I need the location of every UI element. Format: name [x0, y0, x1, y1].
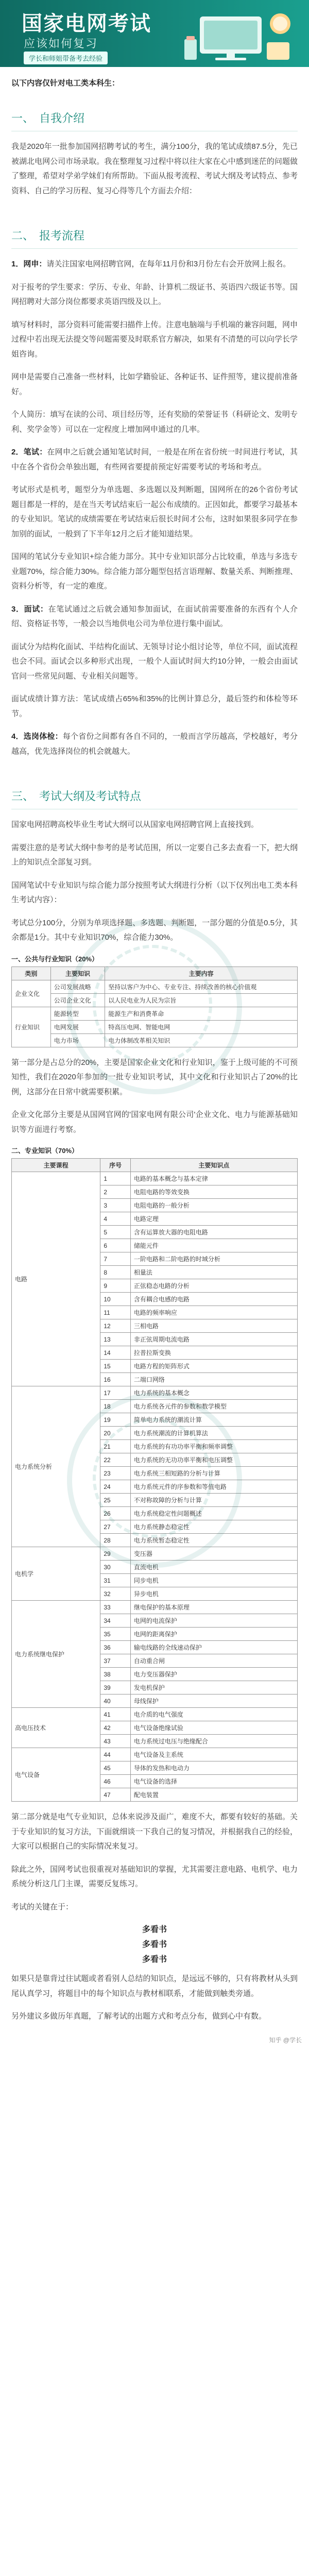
paragraph	[11, 730, 298, 759]
table-cell: 41	[100, 1708, 131, 1721]
table-row	[12, 1172, 298, 1185]
table-cell: 电路方程的矩阵形式	[130, 1360, 297, 1373]
table-header-cell: 序号	[100, 1159, 131, 1172]
table-row	[12, 1601, 298, 1614]
table-cell: 电气设备及主系统	[130, 1748, 297, 1761]
section-title-text: 自我介绍	[39, 112, 85, 125]
footer-watermark: 知乎 @学长	[269, 2036, 302, 2044]
paragraph-text: 每个省份之间都有各自不同的，一般而言学历越高，学校越好，考分越高，优先选择岗位的机会就越大。	[11, 732, 298, 756]
paragraph: 需要注意的是考试大纲中参考的是考试范围，所以一定要自己多去查看一下，把大纲上的知识点全部复习到。	[11, 843, 298, 867]
paragraph: 面试分为结构化面试、半结构化面试、无领导讨论小组讨论等，单位不同，面试流程也会不同。面试会以多种形式出现，一般个人面试时间大约10分钟，一般会由面试官问一些常见问题、专业相关问题等。	[11, 642, 298, 681]
table-cell: 电网发展	[50, 1020, 105, 1033]
table-header-cell: 类别	[12, 967, 51, 980]
paragraph	[11, 257, 298, 272]
section-process	[0, 210, 309, 770]
section-number: 二、	[11, 229, 35, 242]
table-cell: 电介质的电气强度	[130, 1708, 297, 1721]
table-header-cell: 主要内容	[105, 967, 298, 980]
table-caption: 一、公共与行业知识（20%）	[11, 955, 99, 963]
table-cell: 4	[100, 1212, 131, 1226]
table-row	[12, 980, 298, 993]
table-header-cell: 主要课程	[12, 1159, 100, 1172]
paragraph-text: 请关注国家电网招聘官网，在每年11月份和3月份左右会开放网上报名。	[46, 260, 291, 268]
table-cell: 12	[100, 1319, 131, 1333]
table-cell: 1	[100, 1172, 131, 1185]
professional-knowledge-table	[11, 1158, 298, 1802]
table-cell: 23	[100, 1467, 131, 1480]
table-cell: 25	[100, 1494, 131, 1507]
table-cell: 38	[100, 1668, 131, 1681]
paragraph: 如果只是靠背过往试题或者看别人总结的知识点，是远远不够的，只有将教材从头到尾认真学习，将题目中的每个知识点与教材相联系，才能做到触类旁通。	[11, 1974, 298, 1998]
table-cell: 电阻电路的一般分析	[130, 1199, 297, 1212]
table-cell: 电力系统各元件的参数和数学模型	[130, 1400, 297, 1413]
table-cell: 导体的发热和电动力	[130, 1761, 297, 1775]
table-cell: 35	[100, 1628, 131, 1641]
paragraph-text: 在网申之后就会通知笔试时间，一般是在所在省份统一时间进行考试，其中在各个省份会单独出题，有些网省要提前预定好需要考试的考场和考点。	[11, 448, 298, 471]
table-cell: 简单电力系统的潮流计算	[130, 1413, 297, 1427]
table-cell: 22	[100, 1453, 131, 1467]
public-knowledge-table	[11, 967, 298, 1047]
table-cell: 电力系统的基本概念	[130, 1386, 297, 1400]
table-cell: 以人民电业为人民为宗旨	[105, 993, 298, 1007]
table-cell-category: 企业文化	[12, 980, 51, 1007]
table-cell: 电路的基本概念与基本定律	[130, 1172, 297, 1185]
table-cell: 电网的距离保护	[130, 1628, 297, 1641]
paragraph: 网申是需要自己准备一些材料，比如学籍验证、各种证书、证件照等，建议提前准备好。	[11, 372, 298, 396]
paragraph	[11, 602, 298, 632]
table-cell: 异步电机	[130, 1587, 297, 1601]
table-cell: 直流电机	[130, 1561, 297, 1574]
table-cell: 20	[100, 1427, 131, 1440]
paragraph	[11, 445, 298, 474]
table-cell: 拉普拉斯变换	[130, 1346, 297, 1360]
table-cell: 17	[100, 1386, 131, 1400]
table-cell: 电力体制改革相关知识	[105, 1033, 298, 1047]
paragraph: 第一部分是占总分的20%，主要是国家企业文化和行业知识，鉴于上级可能的不可预知性，我们在2020年参加的一批专业知识考试，其中文化和行业知识占了20%的比例，这部分在日常中就需要积累。	[11, 1058, 298, 1096]
table-cell: 31	[100, 1574, 131, 1587]
table-cell: 电阻电路的等效变换	[130, 1185, 297, 1199]
section-syllabus	[0, 770, 309, 2036]
paragraph: 面试成绩计算方法：笔试成绩占65%和35%的比例计算总分，最后签约和体检等环节。	[11, 694, 298, 718]
table-cell: 43	[100, 1735, 131, 1748]
table-cell: 45	[100, 1761, 131, 1775]
paragraph: 填写材料时，部分资料可能需要扫描件上传。注意电脑端与手机端的兼容问题，网申过程中若出现无法提交等问题需要及时联系官方解决，如果有不清楚的可以向学长学姐咨询。	[11, 320, 298, 359]
table-cell: 40	[100, 1694, 131, 1708]
table-cell: 46	[100, 1775, 131, 1788]
paragraph: 个人简历：填写在读的公司、项目经历等，还有奖励的荣誉证书（科研论文、发明专利、奖学金等）可以在一定程度上增加网申通过的几率。	[11, 410, 298, 434]
paragraph-text: 在笔试通过之后就会通知参加面试，在面试前需要准备的东西有个人介绍、资格证书等，一般会以当地供电公司为单位进行集中面试。	[11, 604, 298, 628]
paragraph: 国家电网招聘高校毕业生考试大纲可以从国家电网招聘官网上直接找到。	[11, 820, 259, 829]
table-cell: 公司企业文化	[50, 993, 105, 1007]
table-cell: 5	[100, 1226, 131, 1239]
table-cell: 21	[100, 1440, 131, 1453]
step-label: 1．网申：	[11, 260, 47, 268]
table-cell-category: 电力系统分析	[12, 1386, 100, 1547]
table-cell: 电力市场	[50, 1033, 105, 1047]
step-label: 3．面试：	[11, 604, 48, 614]
table-cell: 二端口网络	[130, 1373, 297, 1386]
table-cell: 34	[100, 1614, 131, 1628]
table-cell-category: 电气设备	[12, 1748, 100, 1802]
table-cell: 能源转型	[50, 1007, 105, 1020]
table-cell: 36	[100, 1641, 131, 1654]
section-title-text: 报考流程	[39, 229, 85, 242]
banner-subtitle: 应该如何复习	[24, 38, 98, 50]
paragraph: 第二部分就是电气专业知识，总体来说涉及面广，难度不大，都要有较好的基础。关于专业知识的复习方法，下面就细谈一下我自己的复习情况，并根据我自己的经验，大家可以根据自己的实际情况来复习。	[11, 1812, 298, 1851]
motto-line: 多看书	[142, 1940, 167, 1949]
table-cell: 电路的频率响应	[130, 1306, 297, 1319]
table-wrapper	[11, 967, 298, 1047]
table-cell: 28	[100, 1534, 131, 1547]
paragraph: 考试总分100分，分别为单项选择题、多选题、判断题，一部分题的分值是0.5分，其余都是1分。其中专业知识70%，综合能力30%。	[11, 918, 298, 942]
paragraph: 另外建议多做历年真题，了解考试的出题方式和考点分布，做到心中有数。	[11, 2012, 267, 2021]
section-intro	[0, 92, 309, 210]
table-cell: 47	[100, 1788, 131, 1802]
step-label: 4．选岗体检：	[11, 732, 63, 741]
table-cell: 电力系统潮流的计算机算法	[130, 1427, 297, 1440]
table-cell: 10	[100, 1293, 131, 1306]
table-cell: 不对称故障的分析与计算	[130, 1494, 297, 1507]
table-cell: 16	[100, 1373, 131, 1386]
table-cell: 三相电路	[130, 1319, 297, 1333]
table-caption: 二、专业知识（70%）	[11, 1147, 79, 1155]
table-cell: 电力变压器保护	[130, 1668, 297, 1681]
table-header-cell: 主要知识点	[130, 1159, 297, 1172]
table-row	[12, 1386, 298, 1400]
table-cell: 电气设备绝缘试验	[130, 1721, 297, 1735]
table-header-row	[12, 967, 298, 980]
paragraph: 考试形式是机考，题型分为单选题、多选题以及判断题，国网所在的26个省份考试题目都是一样的，是在当天考试结束后一起公布成绩的。正因如此，都要学习最基本的专业知识。笔试的成绩需要在考试结束后很长时间才公布，这时如果很多同学在参加别的面试，一般到了下半年12月之后才能知道结果。	[11, 485, 298, 538]
table-row	[12, 1748, 298, 1761]
table-cell: 8	[100, 1266, 131, 1279]
table-cell: 电力系统暂态稳定性	[130, 1534, 297, 1547]
table-cell: 7	[100, 1252, 131, 1266]
table-cell: 配电装置	[130, 1788, 297, 1802]
table-row	[12, 993, 298, 1007]
paragraph: 我是2020年一批参加国网招聘考试的考生，满分100分，我的笔试成绩87.5分，先已被湖北电网公司市场录取。我在整理复习过程中将以往大家在心中感到迷茫的问题做了整理，希望对学弟学妹们有所帮助。下面从报考流程、考试大纲及考试特点、参考资料、自己的学习历程、复习心得等几个方面去介绍：	[11, 142, 298, 195]
table-cell: 电力系统过电压与绝缘配合	[130, 1735, 297, 1748]
table-cell: 9	[100, 1279, 131, 1293]
table-row	[12, 1007, 298, 1020]
table-row	[12, 1020, 298, 1033]
table-cell: 正弦稳态电路的分析	[130, 1279, 297, 1293]
table-cell: 自动重合闸	[130, 1654, 297, 1668]
table-cell-category: 电路	[12, 1172, 100, 1386]
table-cell: 44	[100, 1748, 131, 1761]
section-number: 一、	[11, 112, 35, 125]
section-title-text: 考试大纲及考试特点	[39, 790, 142, 803]
table-cell: 电力系统三相短路的分析与计算	[130, 1467, 297, 1480]
table-cell: 电网的电流保护	[130, 1614, 297, 1628]
table-cell: 含有运算放大器的电阻电路	[130, 1226, 297, 1239]
table-cell: 输电线路的全线速动保护	[130, 1641, 297, 1654]
divider	[11, 248, 298, 249]
section-number: 三、	[11, 790, 35, 803]
table-cell: 18	[100, 1400, 131, 1413]
motto-line: 多看书	[142, 1955, 167, 1964]
step-label: 2．笔试：	[11, 448, 47, 456]
table-cell: 电力系统的无功功率平衡和电压调整	[130, 1453, 297, 1467]
table-row	[12, 1547, 298, 1561]
table-cell: 19	[100, 1413, 131, 1427]
table-cell: 33	[100, 1601, 131, 1614]
table-header-row	[12, 1159, 298, 1172]
table-cell: 含有耦合电感的电路	[130, 1293, 297, 1306]
table-cell: 14	[100, 1346, 131, 1360]
table-cell-category: 行业知识	[12, 1007, 51, 1047]
table-cell: 相量法	[130, 1266, 297, 1279]
table-cell: 15	[100, 1360, 131, 1373]
lead-text: 以下内容仅针对电工类本科生：	[11, 79, 120, 88]
table-cell: 发电机保护	[130, 1681, 297, 1694]
table-cell: 42	[100, 1721, 131, 1735]
table-cell: 电力系统的有功功率平衡和频率调整	[130, 1440, 297, 1453]
table-cell: 同步电机	[130, 1574, 297, 1587]
table-cell: 29	[100, 1547, 131, 1561]
table-cell: 电力系统稳定性问题概述	[130, 1507, 297, 1520]
paragraph: 除此之外，国网考试也很重视对基础知识的掌握，尤其需要注意电路、电机学、电力系统分析这几门主课，需要反复练习。	[11, 1865, 298, 1888]
table-cell: 6	[100, 1239, 131, 1252]
table-cell: 继电保护的基本原理	[130, 1601, 297, 1614]
header-banner	[0, 0, 309, 67]
table-cell: 电路定理	[130, 1212, 297, 1226]
table-cell: 一阶电路和二阶电路的时域分析	[130, 1252, 297, 1266]
table-cell: 30	[100, 1561, 131, 1574]
section-title	[11, 227, 298, 243]
table-cell: 2	[100, 1185, 131, 1199]
table-cell: 24	[100, 1480, 131, 1494]
table-cell: 特高压电网、智能电网	[105, 1020, 298, 1033]
table-cell: 公司发展战略	[50, 980, 105, 993]
table-cell: 变压器	[130, 1547, 297, 1561]
table-cell: 37	[100, 1654, 131, 1668]
table-cell: 非正弦周期电流电路	[130, 1333, 297, 1346]
table-cell: 39	[100, 1681, 131, 1694]
table-row	[12, 1033, 298, 1047]
table-cell: 26	[100, 1507, 131, 1520]
paragraph: 企业文化部分主要是从国网官网的'国家电网有限公司'企业文化、电力与能源基础知识等方面进行考察。	[11, 1110, 298, 1134]
table-cell: 电力系统静态稳定性	[130, 1520, 297, 1534]
table-cell: 能源生产和消费革命	[105, 1007, 298, 1020]
paragraph: 国网笔试中专业知识与综合能力部分按照考试大纲进行分析（以下仅列出电工类本科生考试内容）：	[11, 880, 298, 904]
table-cell: 3	[100, 1199, 131, 1212]
motto-line: 多看书	[142, 1925, 167, 1934]
section-title	[11, 110, 298, 126]
paragraph: 国网的笔试分专业知识+综合能力部分。其中专业知识部分占比较重，单选与多选专业题70%，综合能力30%。综合能力部分题型包括言语理解、数量关系、判断推理、资料分析等，有一定的难度。	[11, 552, 298, 590]
table-row	[12, 1708, 298, 1721]
table-cell-category: 电机学	[12, 1547, 100, 1601]
table-cell: 11	[100, 1306, 131, 1319]
table-cell: 电气设备的选择	[130, 1775, 297, 1788]
banner-title: 国家电网考试	[22, 11, 151, 36]
section-title	[11, 788, 298, 804]
table-wrapper	[11, 1158, 298, 1802]
table-cell: 母线保护	[130, 1694, 297, 1708]
table-cell: 13	[100, 1333, 131, 1346]
table-cell: 坚持以客户为中心、专业专注、持续改善的核心价值观	[105, 980, 298, 993]
paragraph: 考试的关键在于：	[11, 1902, 74, 1911]
banner-tag: 学长和师姐带备考去经验	[24, 52, 108, 64]
table-cell: 电力系统元件的序参数和等值电路	[130, 1480, 297, 1494]
table-cell-category: 电力系统继电保护	[12, 1601, 100, 1708]
table-cell: 27	[100, 1520, 131, 1534]
table-cell: 储能元件	[130, 1239, 297, 1252]
table-cell-category: 高电压技术	[12, 1708, 100, 1748]
table-header-cell: 主要知识	[50, 967, 105, 980]
paragraph: 对于报考的学生要求：学历、专业、年龄、计算机二级证书、英语四六级证书等。国网招聘对大部分岗位都要求英语四级及以上。	[11, 282, 298, 306]
desk-illustration-icon	[179, 6, 298, 63]
table-cell: 32	[100, 1587, 131, 1601]
